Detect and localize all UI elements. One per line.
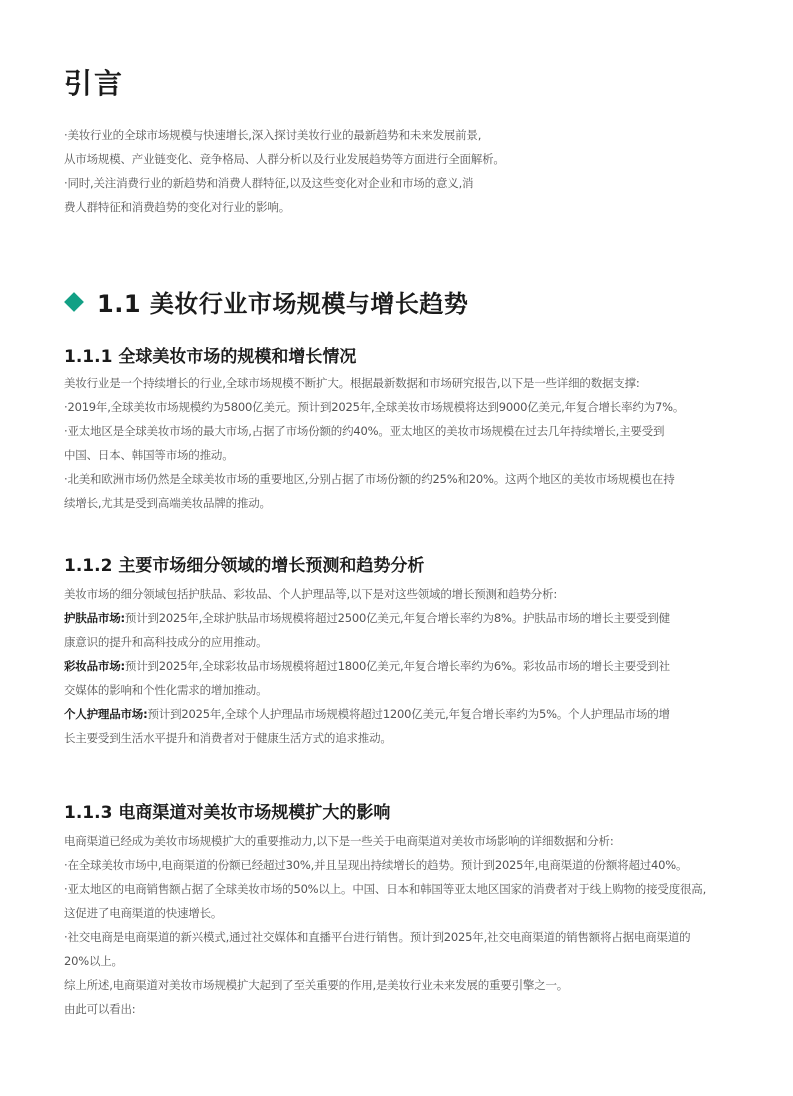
makeup-label: 彩妆品市场: — [64, 659, 125, 673]
makeup-text: 预计到2025年,全球彩妆品市场规模将超过1800亿美元,年复合增长率约为6%。彩妆品市场的增长主要受到社 — [124, 659, 670, 673]
body-line: ·亚太地区的电商销售额占据了全球美妆市场的50%以上。中国、日本和韩国等亚太地区国家的消费者对于线上购物的接受度很高, — [64, 882, 707, 896]
body-line: ·在全球美妆市场中,电商渠道的份额已经超过30%,并且呈现出持续增长的趋势。预计到2025年,电商渠道的份额将超过40%。 — [64, 858, 688, 872]
body-line: ·北美和欧洲市场仍然是全球美妆市场的重要地区,分别占据了市场份额的约25%和20%。这两个地区的美妆市场规模也在持 — [64, 472, 675, 486]
subsection-title-1-1-2: 1.1.2 主要市场细分领域的增长预测和趋势分析 — [64, 556, 425, 576]
body-line: 美妆行业是一个持续增长的行业,全球市场规模不断扩大。根据最新数据和市场研究报告,以下是一些详细的数据支撑: — [64, 376, 640, 390]
subsection-body-1-1-2 — [64, 582, 734, 750]
subsection-title-1-1-1: 1.1.1 全球美妆市场的规模和增长情况 — [64, 347, 357, 367]
intro-line: ·美妆行业的全球市场规模与快速增长,深入探讨美妆行业的最新趋势和未来发展前景, — [64, 128, 482, 142]
body-line: 综上所述,电商渠道对美妆市场规模扩大起到了至关重要的作用,是美妆行业未来发展的重要引擎之一。 — [64, 978, 569, 992]
intro-title: 引言 — [64, 67, 125, 100]
body-line: 电商渠道已经成为美妆市场规模扩大的重要推动力,以下是一些关于电商渠道对美妆市场影响的详细数据和分析: — [64, 834, 614, 848]
personal-care-line — [64, 702, 734, 726]
body-line: 美妆市场的细分领域包括护肤品、彩妆品、个人护理品等,以下是对这些领域的增长预测和趋势分析: — [64, 587, 558, 601]
intro-line: 费人群特征和消费趋势的变化对行业的影响。 — [64, 200, 290, 214]
subsection-body-1-1-1 — [64, 371, 734, 515]
section-heading — [64, 284, 468, 319]
body-line: 20%以上。 — [64, 954, 123, 968]
body-line: ·亚太地区是全球美妆市场的最大市场,占据了市场份额的约40%。亚太地区的美妆市场规模在过去几年持续增长,主要受到 — [64, 424, 665, 438]
section-title: 1.1 美妆行业市场规模与增长趋势 — [97, 290, 469, 318]
makeup-line — [64, 654, 734, 678]
body-line: 长主要受到生活水平提升和消费者对于健康生活方式的追求推动。 — [64, 731, 392, 745]
personal-care-text: 预计到2025年,全球个人护理品市场规模将超过1200亿美元,年复合增长率约为5%。个人护理品市场的增 — [147, 707, 670, 721]
diamond-bullet-icon — [64, 292, 84, 312]
body-line: ·社交电商是电商渠道的新兴模式,通过社交媒体和直播平台进行销售。预计到2025年,社交电商渠道的销售额将占据电商渠道的 — [64, 930, 691, 944]
subsection-title-1-1-3: 1.1.3 电商渠道对美妆市场规模扩大的影响 — [64, 803, 391, 823]
body-line: 交媒体的影响和个性化需求的增加推动。 — [64, 683, 268, 697]
body-line: ·2019年,全球美妆市场规模约为5800亿美元。预计到2025年,全球美妆市场规模将达到9000亿美元,年复合增长率约为7%。 — [64, 400, 685, 414]
skin-care-line — [64, 606, 734, 630]
body-line: 中国、日本、韩国等市场的推动。 — [64, 448, 234, 462]
skin-care-label: 护肤品市场: — [64, 611, 125, 625]
body-line: 续增长,尤其是受到高端美妆品牌的推动。 — [64, 496, 271, 510]
intro-line: 从市场规模、产业链变化、竞争格局、人群分析以及行业发展趋势等方面进行全面解析。 — [64, 152, 505, 166]
intro-paragraph — [64, 123, 729, 219]
intro-line: ·同时,关注消费行业的新趋势和消费人群特征,以及这些变化对企业和市场的意义,消 — [64, 176, 474, 190]
personal-care-label: 个人护理品市场: — [64, 707, 148, 721]
skin-care-text: 预计到2025年,全球护肤品市场规模将超过2500亿美元,年复合增长率约为8%。护肤品市场的增长主要受到健 — [124, 611, 670, 625]
body-line: 康意识的提升和高科技成分的应用推动。 — [64, 635, 268, 649]
body-line: 这促进了电商渠道的快速增长。 — [64, 906, 223, 920]
subsection-body-1-1-3 — [64, 829, 734, 1021]
body-line: 由此可以看出: — [64, 1002, 136, 1016]
